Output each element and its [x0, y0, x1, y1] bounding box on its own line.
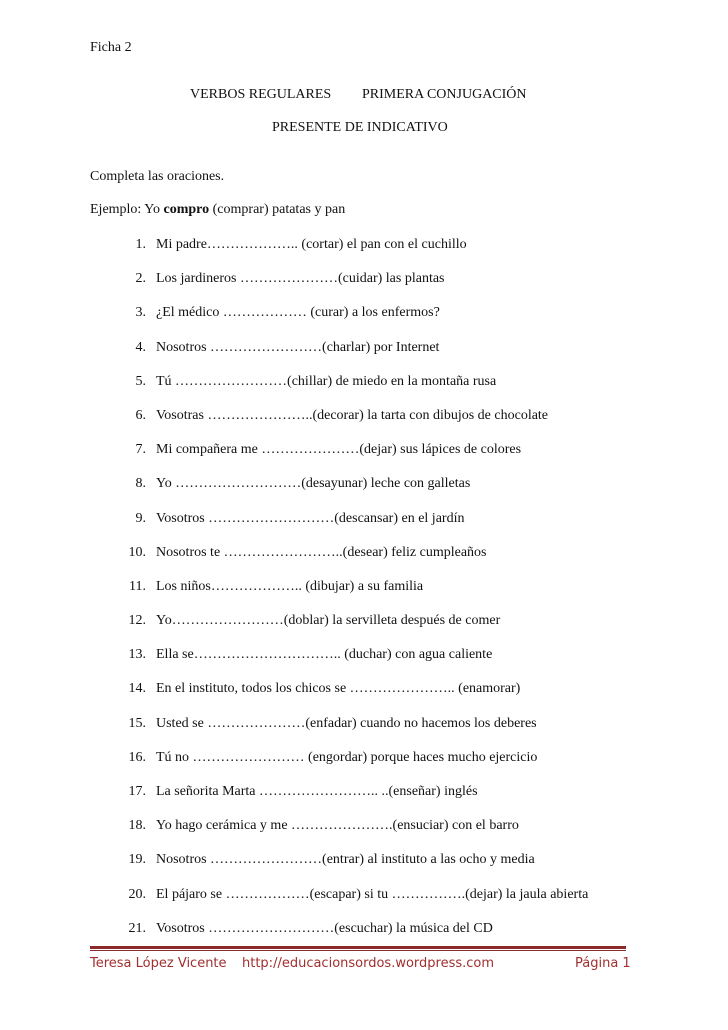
list-item — [90, 407, 588, 441]
item-number: 15. — [128, 715, 146, 731]
sheet-label: Ficha 2 — [90, 40, 132, 55]
item-text: Vosotros ………………………(escuchar) la música del CD — [156, 920, 493, 936]
example-prefix: Ejemplo: Yo — [90, 202, 164, 217]
list-item — [90, 441, 588, 475]
list-item — [90, 578, 588, 612]
list-item — [90, 339, 588, 373]
footer-divider-thick — [90, 946, 626, 949]
list-item — [90, 373, 588, 407]
list-item — [90, 646, 588, 680]
footer-divider-thin — [90, 950, 626, 951]
example-line — [90, 202, 345, 218]
item-number: 4. — [135, 339, 146, 355]
item-number: 17. — [128, 784, 146, 799]
item-number: 6. — [135, 407, 146, 423]
item-number: 5. — [135, 373, 146, 389]
item-number: 18. — [128, 818, 146, 834]
item-text: Vosotras …………………..(decorar) la tarta con dibujos de chocolate — [156, 407, 549, 423]
list-item — [90, 817, 588, 851]
item-number: 16. — [128, 749, 146, 765]
item-text: La señorita Marta …………………….. ..(enseñar) inglés — [156, 784, 478, 799]
item-text: Nosotros ……………………(entrar) al instituto a las ocho y media — [156, 852, 535, 868]
item-number: 19. — [128, 852, 146, 868]
list-item — [90, 680, 588, 714]
item-number: 20. — [128, 886, 146, 902]
footer-author: Teresa López Vicente — [90, 956, 227, 971]
list-item — [90, 270, 588, 304]
item-text: Usted se …………………(enfadar) cuando no hacemos los deberes — [156, 715, 537, 731]
item-text: Mi padre……………….. (cortar) el pan con el cuchillo — [156, 237, 467, 252]
item-text: En el instituto, todos los chicos se ………………….. (enamorar) — [156, 681, 521, 697]
item-number: 7. — [135, 442, 146, 458]
item-text: Vosotros ………………………(descansar) en el jardín — [156, 510, 465, 526]
list-item — [90, 612, 588, 646]
example-suffix: (comprar) patatas y pan — [209, 202, 346, 217]
list-item — [90, 544, 588, 578]
item-text: Tú no …………………… (engordar) porque haces mucho ejercicio — [156, 749, 538, 765]
instruction: Completa las oraciones. — [90, 169, 225, 184]
item-text: Los jardineros …………………(cuidar) las plantas — [156, 271, 445, 287]
example-answer: compro — [163, 202, 210, 217]
footer-page-number: Página 1 — [575, 956, 631, 971]
exercise-list — [90, 236, 588, 954]
list-item — [90, 304, 588, 338]
item-number: 1. — [135, 237, 146, 252]
item-text: Yo ………………………(desayunar) leche con galletas — [156, 476, 471, 492]
list-item — [90, 749, 588, 783]
item-number: 12. — [128, 613, 146, 629]
item-text: ¿El médico ……………… (curar) a los enfermos? — [156, 305, 440, 321]
item-text: Tú ……………………(chillar) de miedo en la montaña rusa — [156, 373, 497, 389]
item-number: 10. — [128, 544, 146, 560]
title-verbs: VERBOS REGULARES — [190, 87, 332, 102]
list-item — [90, 851, 588, 885]
item-text: Yo hago cerámica y me ………………….(ensuciar) con el barro — [156, 818, 519, 834]
item-text: Ella se………………………….. (duchar) con agua caliente — [156, 647, 493, 663]
list-item — [90, 236, 588, 270]
subtitle-tense: PRESENTE DE INDICATIVO — [272, 120, 448, 135]
list-item — [90, 510, 588, 544]
item-number: 9. — [135, 510, 146, 526]
list-item — [90, 783, 588, 817]
item-text: Mi compañera me …………………(dejar) sus lápices de colores — [156, 442, 522, 458]
item-text: El pájaro se ………………(escapar) si tu …………….(dejar) la jaula abierta — [156, 886, 589, 902]
item-number: 21. — [128, 920, 146, 936]
list-item — [90, 715, 588, 749]
item-number: 11. — [129, 578, 146, 594]
footer-url-link[interactable]: http://educacionsordos.wordpress.com — [242, 956, 495, 971]
item-number: 13. — [128, 647, 146, 663]
item-text: Los niños……………….. (dibujar) a su familia — [156, 578, 424, 594]
title-conjugation: PRIMERA CONJUGACIÓN — [362, 87, 527, 102]
item-text: Nosotros te ……………………..(desear) feliz cumpleaños — [156, 544, 487, 560]
item-number: 8. — [135, 476, 146, 492]
item-number: 14. — [128, 681, 146, 697]
item-number: 2. — [135, 271, 146, 287]
list-item — [90, 886, 588, 920]
item-text: Yo……………………(doblar) la servilleta después de comer — [156, 613, 501, 629]
item-number: 3. — [135, 305, 146, 321]
list-item — [90, 475, 588, 509]
item-text: Nosotros ……………………(charlar) por Internet — [156, 339, 440, 355]
